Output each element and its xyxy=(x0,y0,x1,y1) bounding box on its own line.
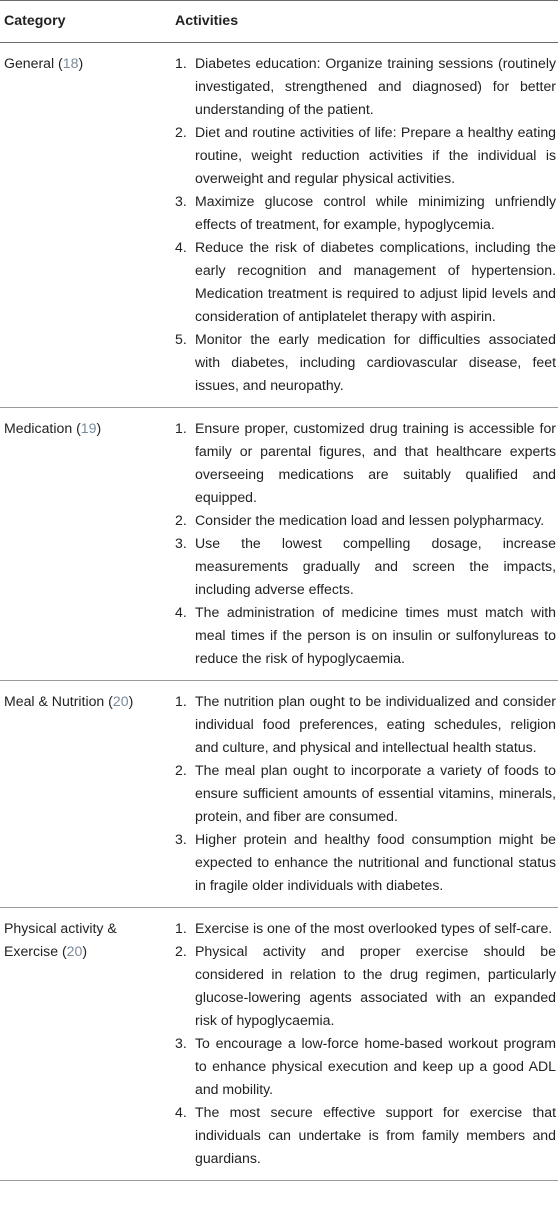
category-cell xyxy=(0,43,175,408)
activities-cell xyxy=(175,908,558,1181)
activities-list xyxy=(175,690,556,897)
activity-text: Consider the medication load and lessen polypharmacy. xyxy=(195,512,545,528)
activities-cell xyxy=(175,408,558,681)
list-item: 1. Ensure proper, customized drug training is accessible for family or parental figures, and that healthcare experts overseeing medications are suitably qualified and equipped. xyxy=(175,417,556,509)
activity-text: The administration of medicine times must match with meal times if the person is on insulin or sulfonylureas to reduce the risk of hypoglycaemia. xyxy=(195,604,556,666)
reference-link[interactable]: 19 xyxy=(80,420,97,436)
activity-text: Monitor the early medication for difficulties associated with diabetes, including cardiovascular disease, feet issues, and neuropathy. xyxy=(195,331,556,393)
activity-text: Exercise is one of the most overlooked types of self-care. xyxy=(195,920,553,936)
activity-text: The meal plan ought to incorporate a variety of foods to ensure sufficient amounts of essential vitamins, minerals, protein, and fiber are consumed. xyxy=(195,762,556,824)
category-label: Medication ( xyxy=(4,420,81,436)
category-cell xyxy=(0,681,175,908)
category-cell xyxy=(0,908,175,1181)
list-item: 4. The most secure effective support for exercise that individuals can undertake is from family members and guardians. xyxy=(175,1101,556,1170)
activity-text: Physical activity and proper exercise should be considered in relation to the drug regimen, particularly glucose-lowering agents associated with an expanded risk of hypoglycaemia. xyxy=(195,943,556,1028)
category-close: ) xyxy=(82,943,88,959)
header-category: Category xyxy=(0,1,175,43)
list-item: 5. Monitor the early medication for difficulties associated with diabetes, including cardiovascular disease, feet issues, and neuropathy. xyxy=(175,328,556,397)
reference-link[interactable]: 20 xyxy=(112,693,129,709)
activity-text: The most secure effective support for exercise that individuals can undertake is from family members and guardians. xyxy=(195,1104,556,1166)
table-row xyxy=(0,681,558,908)
activities-list xyxy=(175,917,556,1170)
activity-text: Ensure proper, customized drug training is accessible for family or parental figures, and that healthcare experts overseeing medications are suitably qualified and equipped. xyxy=(195,420,556,505)
header-row xyxy=(0,1,558,43)
list-item: 4. Reduce the risk of diabetes complications, including the early recognition and management of hypertension. Medication treatment is required to adjust lipid levels and consideration of antiplatelet therapy with aspirin. xyxy=(175,236,556,328)
table-row xyxy=(0,43,558,408)
activity-text: Reduce the risk of diabetes complications, including the early recognition and management of hypertension. Medication treatment is required to adjust lipid levels and consideration of antiplatelet therapy with aspirin. xyxy=(195,239,556,324)
category-label: Meal & Nutrition ( xyxy=(4,693,113,709)
list-item: 3. Higher protein and healthy food consumption might be expected to enhance the nutritional and functional status in fragile older individuals with diabetes. xyxy=(175,828,556,897)
list-item: 2. The meal plan ought to incorporate a variety of foods to ensure sufficient amounts of essential vitamins, minerals, protein, and fiber are consumed. xyxy=(175,759,556,828)
header-activities: Activities xyxy=(175,1,558,43)
list-item: 3. Use the lowest compelling dosage, increase measurements gradually and screen the impacts, including adverse effects. xyxy=(175,532,556,601)
category-label: General ( xyxy=(4,55,63,71)
list-item: 1. Exercise is one of the most overlooked types of self-care. xyxy=(175,917,556,940)
activities-list xyxy=(175,52,556,397)
reference-link[interactable]: 20 xyxy=(66,943,83,959)
activity-text: Maximize glucose control while minimizing unfriendly effects of treatment, for example, hypoglycemia. xyxy=(195,193,556,232)
table-row xyxy=(0,408,558,681)
list-item: 2. Consider the medication load and lessen polypharmacy. xyxy=(175,509,556,532)
activities-cell xyxy=(175,681,558,908)
activity-text: Higher protein and healthy food consumption might be expected to enhance the nutritional and functional status in fragile older individuals with diabetes. xyxy=(195,831,556,893)
list-item: 3. Maximize glucose control while minimizing unfriendly effects of treatment, for example, hypoglycemia. xyxy=(175,190,556,236)
activities-list xyxy=(175,417,556,670)
activities-cell xyxy=(175,43,558,408)
list-item: 1. Diabetes education: Organize training sessions (routinely investigated, strengthened and diagnosed) for better understanding of the patient. xyxy=(175,52,556,121)
reference-link[interactable]: 18 xyxy=(62,55,79,71)
list-item: 1. The nutrition plan ought to be individualized and consider individual food preferences, eating schedules, religion and culture, and physical and intellectual health status. xyxy=(175,690,556,759)
category-close: ) xyxy=(78,55,84,71)
category-close: ) xyxy=(128,693,134,709)
activity-text: The nutrition plan ought to be individualized and consider individual food preferences, eating schedules, religion and culture, and physical and intellectual health status. xyxy=(195,693,556,755)
list-item: 4. The administration of medicine times must match with meal times if the person is on insulin or sulfonylureas to reduce the risk of hypoglycaemia. xyxy=(175,601,556,670)
table-row xyxy=(0,908,558,1181)
list-item: 3. To encourage a low-force home-based workout program to enhance physical execution and keep up a good ADL and mobility. xyxy=(175,1032,556,1101)
category-label: Physical activity & Exercise ( xyxy=(4,920,117,959)
list-item: 2. Physical activity and proper exercise should be considered in relation to the drug regimen, particularly glucose-lowering agents associated with an expanded risk of hypoglycaemia. xyxy=(175,940,556,1032)
activity-text: Diabetes education: Organize training sessions (routinely investigated, strengthened and diagnosed) for better understanding of the patient. xyxy=(195,55,556,117)
list-item: 2. Diet and routine activities of life: Prepare a healthy eating routine, weight reduction activities if the individual is overweight and regular physical activities. xyxy=(175,121,556,190)
category-cell xyxy=(0,408,175,681)
activity-text: Use the lowest compelling dosage, increase measurements gradually and screen the impacts, including adverse effects. xyxy=(195,535,556,597)
category-close: ) xyxy=(96,420,102,436)
activity-text: Diet and routine activities of life: Prepare a healthy eating routine, weight reduction activities if the individual is overweight and regular physical activities. xyxy=(195,124,556,186)
activity-text: To encourage a low-force home-based workout program to enhance physical execution and keep up a good ADL and mobility. xyxy=(195,1035,556,1097)
